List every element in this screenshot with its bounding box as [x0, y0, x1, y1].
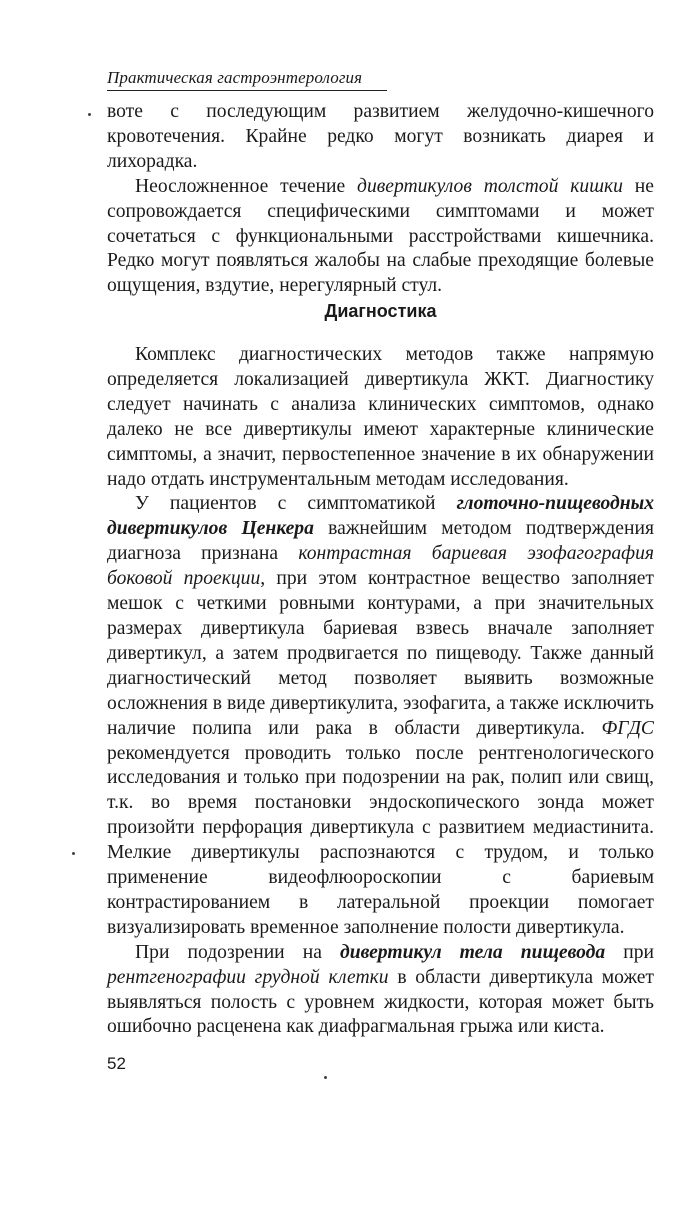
intro-paragraph	[107, 100, 654, 175]
margin-speck	[72, 852, 75, 855]
body-text: У пациентов с симптоматикой	[135, 493, 457, 515]
diagnostics-paragraph	[107, 941, 654, 1041]
body-text: при	[605, 941, 654, 963]
diagnostics-paragraph	[107, 492, 654, 940]
body-text: Комплекс диагностических методов также напрямую определяется локализацией дивертикула ЖКТ. Диагностику следует начинать с анализа клинических симптомов, однако далеко не все дивертикулы имеют характерные клинические симптомы, а значит, первостепенное значение в их обнаружении надо отдать инструментальным методам исследования.	[107, 344, 654, 490]
body-text: При подозрении на	[135, 941, 340, 963]
body-text: воте с последующим развитием желудочно-кишечного кровотечения. Крайне редко могут возникать диарея и лихорадка.	[107, 101, 654, 172]
body-text: не сопровождается специфическими симптомами и может сочетаться с функциональными расстройствами кишечника. Редко могут появляться жалобы на слабые преходящие болевые ощущения, вздутие, нерегулярный стул.	[107, 175, 654, 297]
section-heading: Диагностика	[324, 301, 437, 321]
body-text: важнейшим методом подтверждения диагноза признана	[107, 518, 654, 565]
diagnostics-text-block	[107, 343, 654, 1040]
body-text: Неосложненное течение	[135, 175, 358, 197]
diagnostics-paragraph	[107, 343, 654, 492]
bold-italic-term: глоточно-пищеводных дивертикулов Ценкера	[107, 493, 654, 540]
italic-term: ФГДС	[601, 717, 654, 739]
bold-italic-term: дивертикул тела пищевода	[339, 941, 606, 963]
italic-term: контрастная бариевая эзофагография боковой проекции	[107, 543, 655, 590]
page-number: 52	[107, 1054, 126, 1073]
italic-term: дивертикулов толстой кишки	[357, 175, 623, 197]
body-text: в области дивертикула может выявляться полость с уровнем жидкости, которая может быть ошибочно расценена как диафрагмальная грыжа или киста.	[107, 966, 654, 1038]
margin-speck	[88, 113, 91, 116]
body-text: , при этом контрастное вещество заполняет мешок с четкими ровными контурами, а при значительных размерах дивертикула бариевая взвесь вначале заполняет дивертикул, а затем продвигается по пищеводу. Также данный диагностический метод позволяет выявить возможные осложнения в виде дивертикулита, эзофагита, а также исключить наличие полипа или рака в области дивертикула.	[107, 568, 654, 739]
running-head: Практическая гастроэнтерология	[107, 68, 387, 91]
intro-paragraph	[107, 175, 654, 300]
body-text: рекомендуется проводить только после рентгенологического исследования и только при подозрении на рак, полип или свищ, т.к. во время постановки эндоскопического зонда может произойти перфорация дивертикула с развитием медиастинита. Мелкие дивертикулы распознаются с трудом, и только применение видеофлюороскопии с бариевым контрастированием в латеральной проекции помогает визуализировать временное заполнение полости дивертикула.	[107, 742, 654, 938]
margin-speck	[324, 1076, 327, 1079]
italic-term: рентгенографии грудной клетки	[107, 966, 389, 988]
intro-text-block	[107, 100, 654, 299]
